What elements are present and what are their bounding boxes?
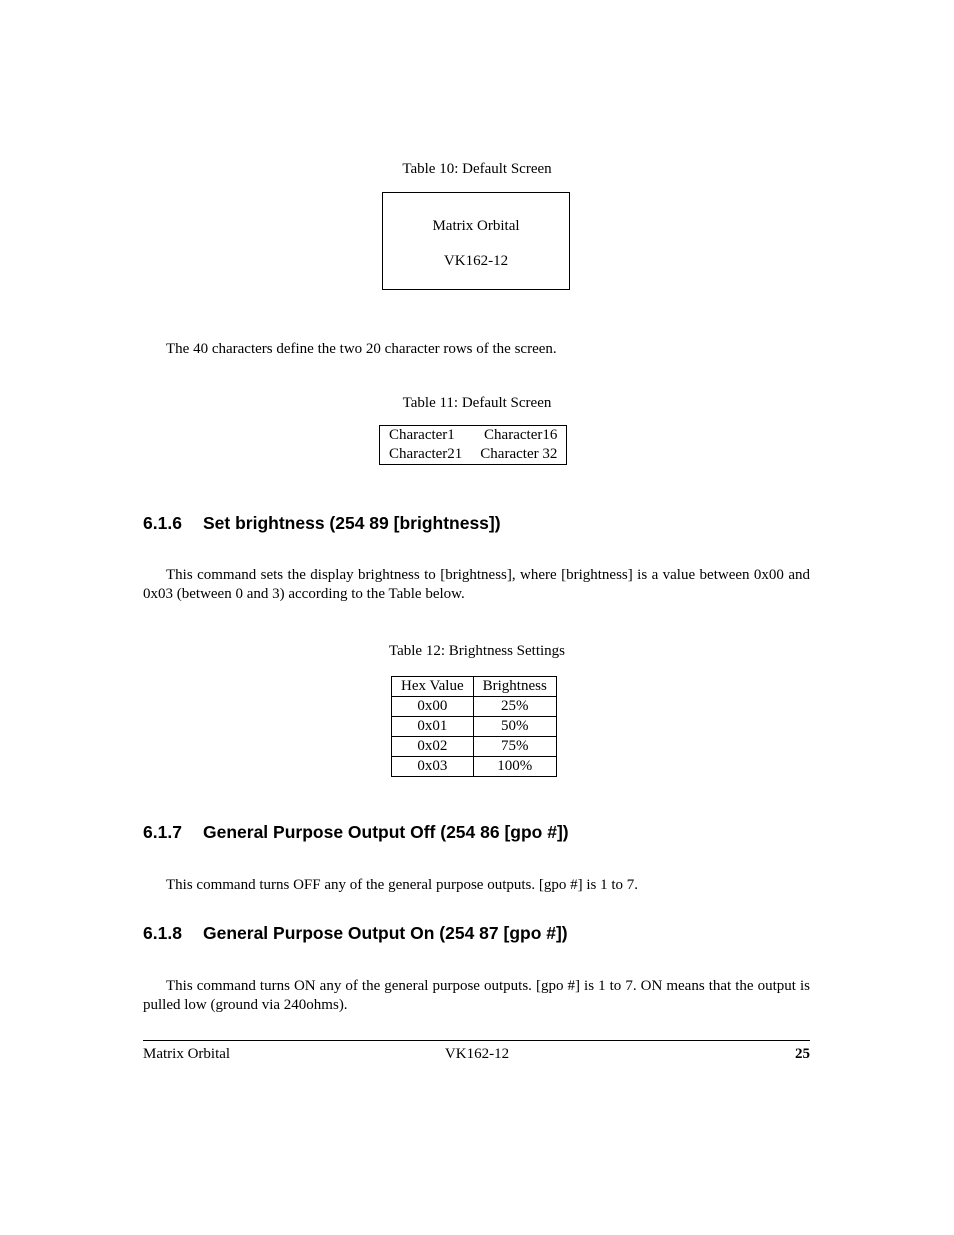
section-title: General Purpose Output On (254 87 [gpo #]) <box>203 923 568 943</box>
table-cell: 0x02 <box>392 737 474 757</box>
table-cell: Character21 <box>389 446 463 462</box>
footer-center: VK162-12 <box>444 1046 510 1062</box>
table12-caption: Table 12: Brightness Settings <box>388 643 566 659</box>
section-number: 6.1.6 <box>143 513 182 533</box>
table-row <box>392 757 557 777</box>
table-cell: 50% <box>473 717 556 737</box>
table11-caption: Table 11: Default Screen <box>402 395 552 411</box>
page-number: 25 <box>795 1046 810 1062</box>
table-cell: 25% <box>473 697 556 717</box>
section-618-heading <box>143 923 568 944</box>
table-cell: 100% <box>473 757 556 777</box>
characters-paragraph: The 40 characters define the two 20 character rows of the screen. <box>166 341 557 357</box>
table-cell: Character1 <box>389 427 455 443</box>
default-screen-box <box>382 192 570 290</box>
footer-left: Matrix Orbital <box>143 1046 231 1062</box>
table-row <box>392 697 557 717</box>
section-616-body: This command sets the display brightness to [brightness], where [brightness] is a value between 0x00 and 0x03 (between 0 and 3) according to the Table below. <box>143 567 810 602</box>
default-screen-line1: Matrix Orbital <box>432 218 520 234</box>
table-cell: 75% <box>473 737 556 757</box>
table-row <box>380 426 567 446</box>
default-screen-line2: VK162-12 <box>443 253 509 269</box>
column-header: Brightness <box>473 677 556 697</box>
table-cell: 0x03 <box>392 757 474 777</box>
section-617-body: This command turns OFF any of the general purpose outputs. [gpo #] is 1 to 7. <box>166 877 639 893</box>
section-title: General Purpose Output Off (254 86 [gpo #]) <box>203 822 569 842</box>
footer-divider <box>143 1040 810 1041</box>
table10-caption: Table 10: Default Screen <box>402 161 552 177</box>
table-row <box>392 737 557 757</box>
table-row <box>392 717 557 737</box>
table-cell: 0x00 <box>392 697 474 717</box>
section-617-heading <box>143 822 569 843</box>
section-616-heading <box>143 513 501 534</box>
section-618-body: This command turns ON any of the general purpose outputs. [gpo #] is 1 to 7. ON means that the output is pulled low (ground via 240ohms). <box>143 978 810 1013</box>
section-title: Set brightness (254 89 [brightness]) <box>203 513 501 533</box>
table-cell: Character16 <box>484 427 558 443</box>
section-number: 6.1.8 <box>143 923 182 943</box>
table-row <box>380 445 567 465</box>
character-layout-table <box>379 425 567 465</box>
section-number: 6.1.7 <box>143 822 182 842</box>
table-header-row <box>392 677 557 697</box>
table-cell: Character 32 <box>480 446 558 462</box>
column-header: Hex Value <box>392 677 474 697</box>
table-cell: 0x01 <box>392 717 474 737</box>
brightness-settings-table <box>391 676 557 777</box>
